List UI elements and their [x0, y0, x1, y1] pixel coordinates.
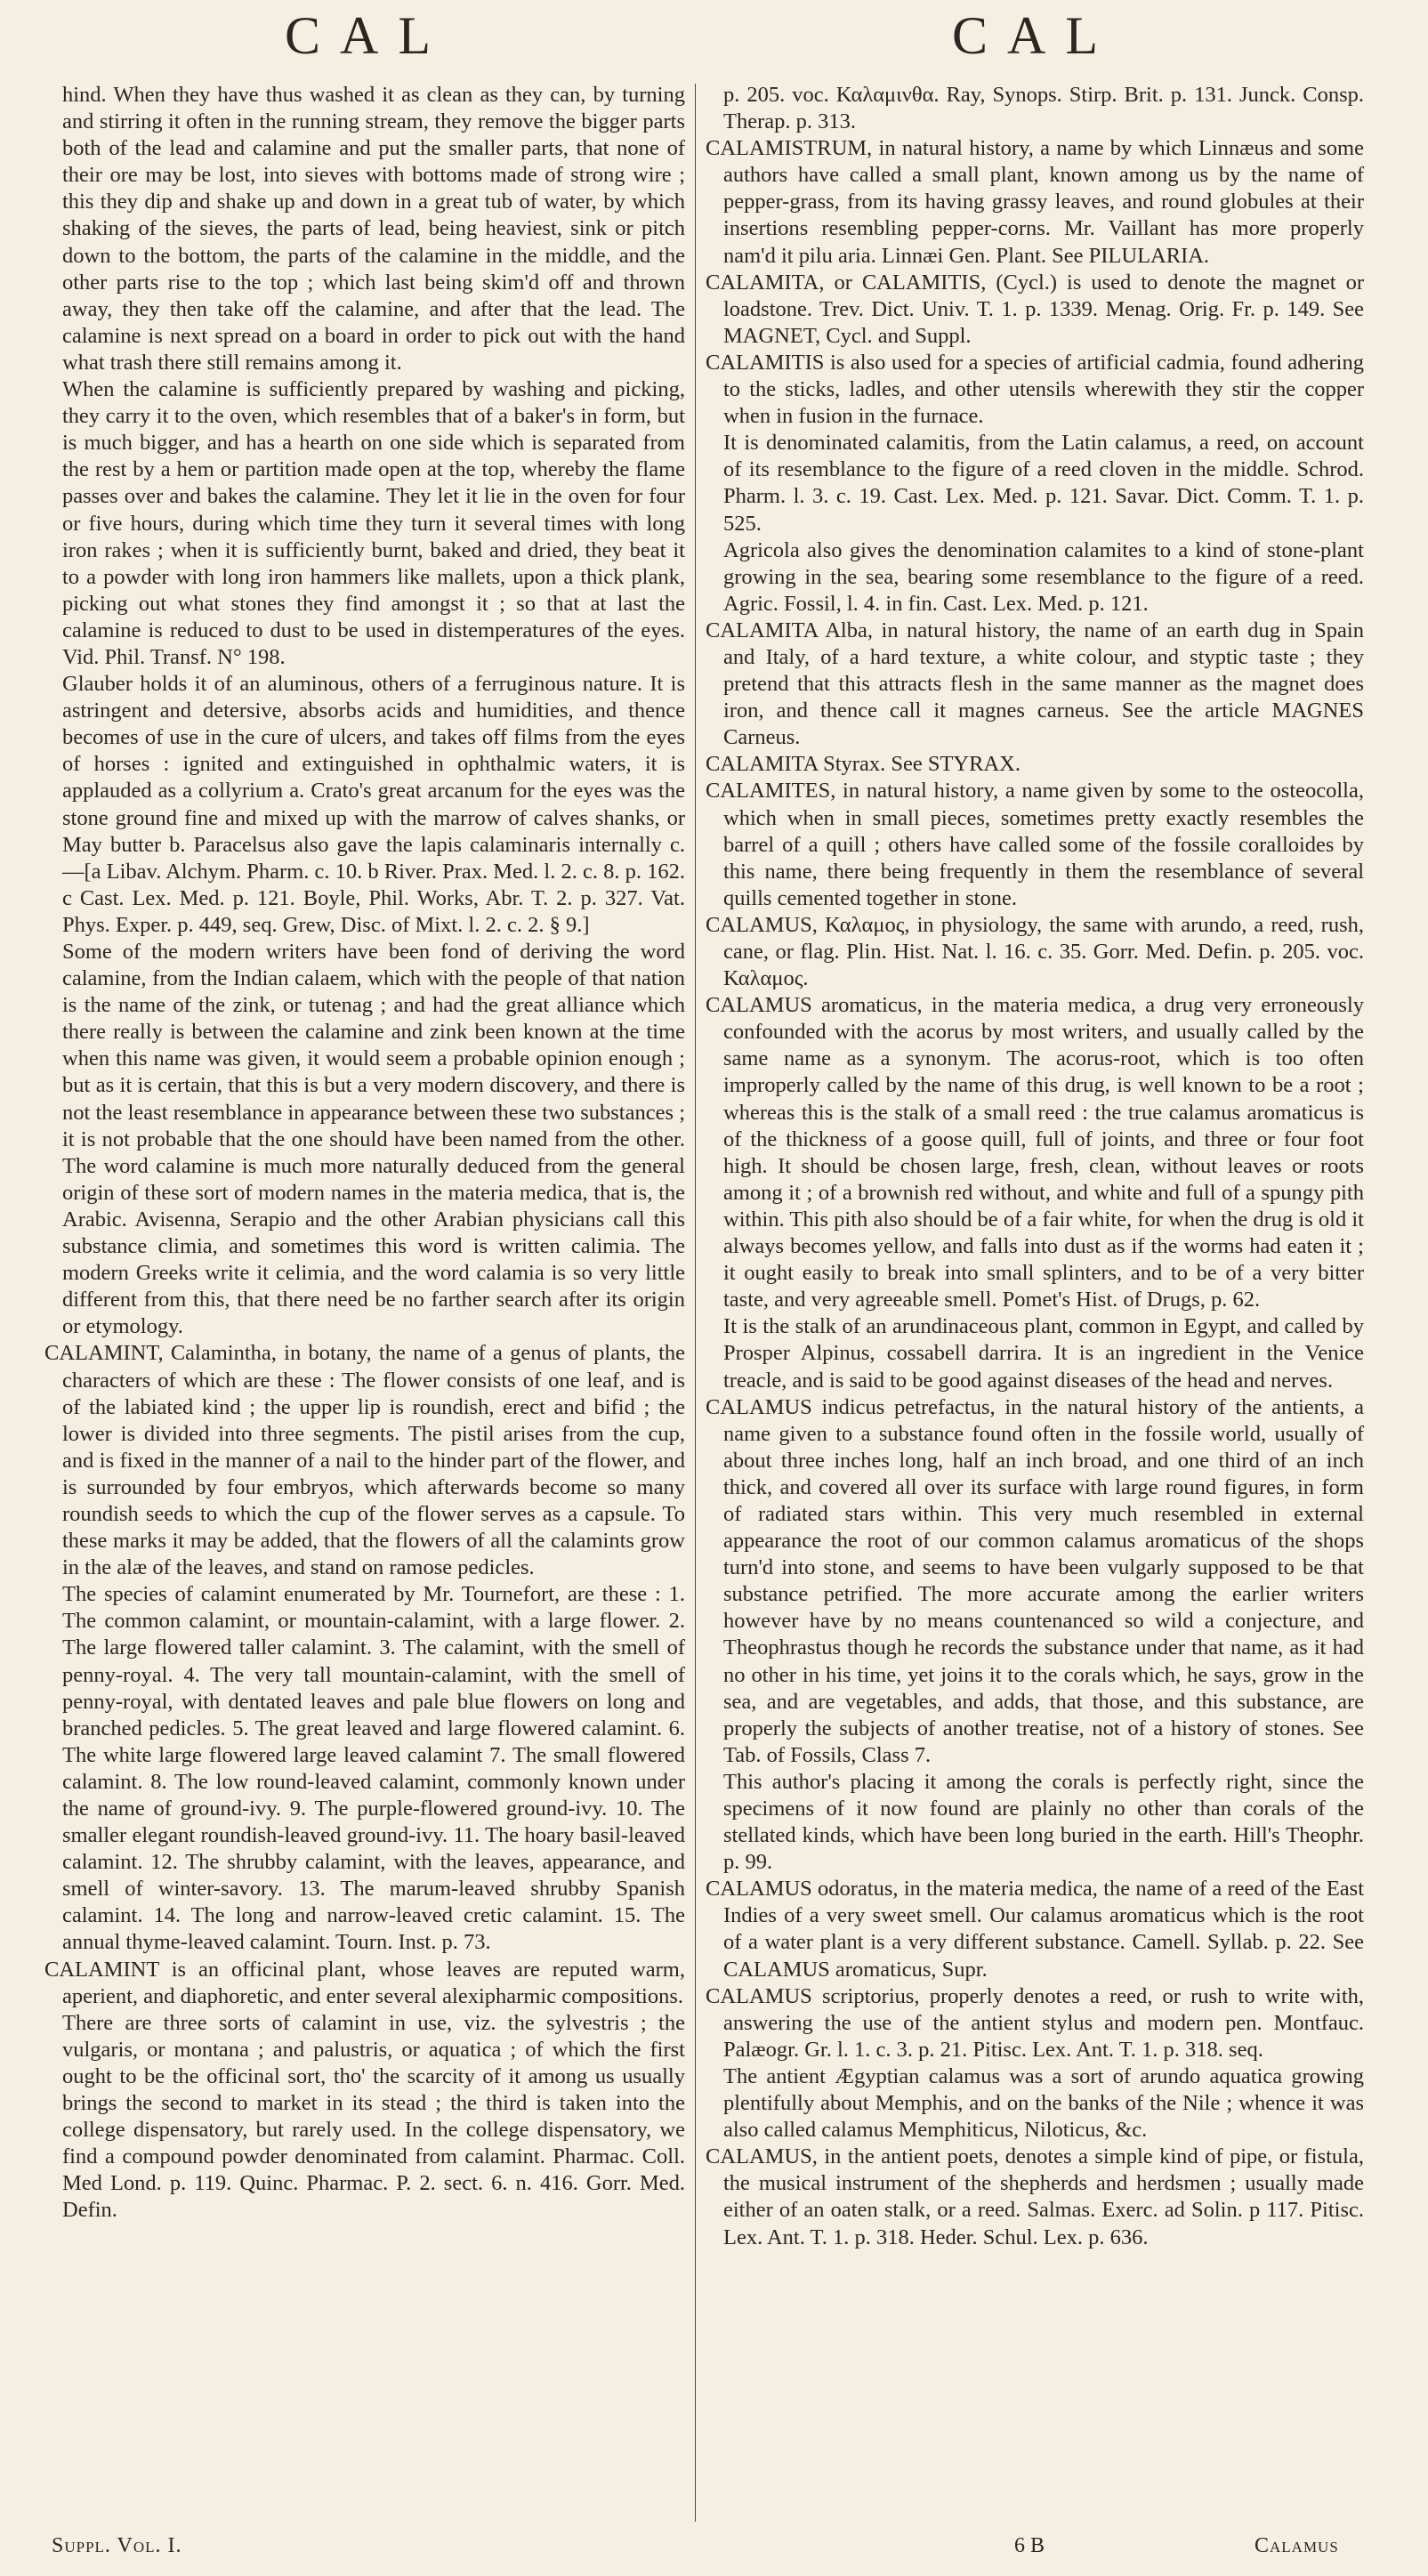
paragraph: This author's placing it among the corals is perfectly right, since the specimens of it now found are plainly no other than corals of the stellated kinds, which have been long buried in the earth. Hill's Theophr. p. 99. [723, 1769, 1364, 1875]
paragraph: Some of the modern writers have been fond of deriving the word calamine, from the Indian calaem, which with the people of that nation is the name of the zink, or tutenag ; and had the great alliance which there really is between the calamine and zink been known at the time when this name was given, it would seem a probable opinion enough ; but as it is certain, that this is but a very modern discovery, and there is not the least resemblance in appearance between these two substances ; it is not probable that the one should have been named from the other. The word calamine is much more naturally deduced from the general origin of these sort of modern names in the materia medica, that is, the Arabic. Avisenna, Serapio and the other Arabian physicians call this substance climia, and sometimes this word is written calimia. The modern Greeks write it celimia, and the word calamia is so very little different from this, that there need be no farther search after its origin or etymology. [62, 940, 685, 1339]
running-head-left: CAL [285, 6, 450, 65]
paragraph: Glauber holds it of an aluminous, others of a ferruginous nature. It is astringent and detersive, absorbs acids and humidities, and thence becomes of use in the cure of ulcers, and takes off films from the eyes of horses : ignited and extinguished in ophthalmic waters, it is applauded as a collyrium a. Crato's great arcanum for the eyes was the stone ground fine and mixed up with the marrow of calves shanks, or May butter b. Paracelsus also gave the lapis calaminaris internally c. —[a Libav. Alchym. Pharm. c. 10. b River. Prax. Med. l. 2. c. 8. p. 162. c Cast. Lex. Med. p. 121. Boyle, Phil. Works, Abr. T. 2. p. 327. Vat. Phys. Exper. p. 449, seq. Grew, Disc. of Mixt. l. 2. c. 2. § 9.] [62, 672, 685, 937]
paragraph: The antient Ægyptian calamus was a sort of arundo aquatica growing plentifully about Memphis, and on the banks of the Nile ; whence it was also called calamus Memphiticus, Niloticus, &c. [723, 2063, 1364, 2143]
entry-calamita: CALAMITA, or CALAMITIS, (Cycl.) is used to denote the magnet or loadstone. Trev. Dict. Univ. T. 1. p. 1339. Menag. Orig. Fr. p. 149. See MAGNET, Cycl. and Suppl. [706, 270, 1364, 348]
paragraph: hind. When they have thus washed it as clean as they can, by turning and stirring it often in the running stream, they remove the bigger parts both of the lead and calamine and put the smaller parts, that none of their ore may be lost, into sieves with bottoms made of strong wire ; this they dip and shake up and down in a great tub of water, by which shaking of the sieves, the parts of lead, being heaviest, sink or pitch down to the bottom, the parts of the calamine in the middle, and the other parts rise to the top ; which last being skim'd off and thrown away, they then take off the calamine, and after that the lead. The calamine is next spread on a board in order to pick out with the hand what trash there still remains among it. [62, 83, 685, 375]
paragraph: It is denominated calamitis, from the Latin calamus, a reed, on account of its resemblance to the figure of a reed cloven in the middle. Schrod. Pharm. l. 3. c. 19. Cast. Lex. Med. p. 121. Savar. Dict. Comm. T. 1. p. 525. [723, 431, 1364, 536]
entry-calamus-scriptorius: CALAMUS scriptorius, properly denotes a reed, or rush to write with, answering the use of the antient stylus and modern pen. Montfauc. Palæogr. Gr. l. 1. c. 3. p. 21. Pitisc. Lex. Ant. T. 1. p. 318. seq. [706, 1983, 1364, 2062]
page-footer [0, 2534, 1428, 2570]
page-header [0, 0, 1428, 65]
paragraph: It is the stalk of an arundinaceous plant, common in Egypt, and called by Prosper Alpinus, cossabell darrira. It is an ingredient in the Venice treacle, and is said to be good against diseases of the head and nerves. [723, 1314, 1364, 1393]
paragraph: The species of calamint enumerated by Mr. Tournefort, are these : 1. The common calamint, or mountain-calamint, with a large flower. 2. The large flowered taller calamint. 3. The calamint, with the smell of penny-royal. 4. The very tall mountain-calamint, with the smell of penny-royal, with dentated leaves and pale blue flowers on long and branched pedicles. 5. The great leaved and large flowered calamint. 6. The white large flowered large leaved calamint 7. The small flowered calamint. 8. The low round-leaved calamint, commonly known under the name of ground-ivy. 9. The purple-flowered ground-ivy. 10. The smaller elegant roundish-leaved ground-ivy. 11. The hoary basil-leaved calamint. 12. The shrubby calamint, with the leaves, appearance, and smell of winter-savory. 13. The marum-leaved shrubby Spanish calamint. 14. The long and narrow-leaved cretic calamint. 15. The annual thyme-leaved calamint. Tourn. Inst. p. 73. [62, 1582, 685, 1955]
entry-calamita-styrax: CALAMITA Styrax. See STYRAX. [706, 752, 1021, 777]
entry-calamus-odoratus: CALAMUS odoratus, in the materia medica, the name of a reed of the East Indies of a very sweet smell. Our calamus aromaticus which is the root of a water plant is a very different substance. Camell. Syllab. p. 22. See CALAMUS aromaticus, Supr. [706, 1877, 1364, 1982]
catchword: Calamus [1255, 2534, 1339, 2557]
paragraph: When the calamine is sufficiently prepared by washing and picking, they carry it to the oven, which resembles that of a baker's in form, but is much bigger, and has a hearth on one side which is separated from the rest by a hem or partition made open at the top, whereby the flame passes over and bakes the calamine. They let it lie in the oven for four or five hours, during which time they turn it several times with long iron rakes ; when it is sufficiently burnt, baked and dried, they beat it to a powder with long iron hammers like mallets, upon a thick plank, picking out what stones they find amongst it ; so that at last the calamine is reduced to dust to be used in distemperatures of the eyes. Vid. Phil. Transf. N° 198. [62, 377, 685, 669]
entry-calamint: CALAMINT, Calamintha, in botany, the name of a genus of plants, the characters of which are these : The flower consists of one leaf, and is of the labiated kind ; the upper lip is roundish, erect and bifid ; the lower is divided into three segments. The pistil arises from the cup, and is fixed in the manner of a nail to the hinder part of the flower, and is surrounded by four embryos, which afterwards become so many roundish seeds to which the cup of the flower serves as a capsule. To these marks it may be added, that the flowers of all the calamints grow in the alæ of the leaves, and stand on ramose pedicles. [44, 1341, 685, 1580]
entry-calamus-poets: CALAMUS, in the antient poets, denotes a simple kind of pipe, or fistula, the musical instrument of the shepherds and herdsmen ; usually made either of an oaten stalk, or a reed. Salmas. Exerc. ad Solin. p 117. Pitisc. Lex. Ant. T. 1. p. 318. Heder. Schul. Lex. p. 636. [706, 2144, 1364, 2249]
entry-calamus: CALAMUS, Καλαμος, in physiology, the same with arundo, a reed, rush, cane, or flag. Plin. Hist. Nat. l. 16. c. 35. Gorr. Med. Defin. p. 205. voc. Καλαμος. [706, 912, 1364, 991]
gathering-mark: 6 B [1014, 2534, 1045, 2557]
entry-calamus-indicus: CALAMUS indicus petrefactus, in the natural history of the antients, a name given to a substance found often in the fossile world, usually of about three inches long, half an inch broad, and one third of an inch thick, and covered all over its surface with large round figures, in form of radiated stars within. This very much resembled in external appearance the root of our common calamus aromaticus of the shops turn'd into stone, and seems to have been vulgarly supposed to be that substance petrified. The more accurate among the earlier writers however have by no means countenanced so wild a conjecture, and Theophrastus though he records the substance under that name, as it had no other in his time, yet joins it to the corals which, he says, grow in the sea, and are vegetables, and adds, that those, and this substance, are properly the subjects of another treatise, not of a history of stones. See Tab. of Fossils, Class 7. [706, 1394, 1364, 1767]
entry-calamistrum: CALAMISTRUM, in natural history, a name by which Linnæus and some authors have called a small plant, known among us by the name of pepper-grass, from its having grassy leaves, and round globules at their insertions resembling pepper-corns. Mr. Vaillant has more properly nam'd it pilu aria. Linnæi Gen. Plant. See PILULARIA. [706, 136, 1364, 268]
paragraph: Agricola also gives the denomination calamites to a kind of stone-plant growing in the sea, bearing some resemblance to the figure of a reed. Agric. Fossil, l. 4. in fin. Cast. Lex. Med. p. 121. [723, 537, 1364, 616]
entry-calamus-aromaticus: CALAMUS aromaticus, in the materia medica, a drug very erroneously confounded with the acorus by most writers, and usually called by the same name as a synonym. The acorus-root, which is too often improperly called by the name of this drug, is well known to be a root ; whereas this is the stalk of a small reed : the true calamus aromaticus is of the thickness of a goose quill, full of joints, and three or four foot high. It should be chosen large, fresh, clean, without leaves or roots among it ; of a brownish red without, and white and full of a spungy pith within. This pith also should be of a fair white, for when the drug is old it always becomes yellow, and falls into dust as if the worms had eaten it ; it ought easily to break into small splinters, and to be of a very bitter taste, and very agreeable smell. Pomet's Hist. of Drugs, p. 62. [706, 993, 1364, 1312]
column-divider [695, 84, 696, 2522]
running-head-right: CAL [952, 6, 1117, 65]
entry-calamites: CALAMITES, in natural history, a name given by some to the osteocolla, which when in small pieces, sometimes pretty exactly resembles the barrel of a quill ; others have called some of the fossile coralloides by this name, there being frequently in them the resemblance of several quills cemented together in stone. [706, 779, 1364, 910]
entry-calamitis: CALAMITIS is also used for a species of artificial cadmia, found adhering to the sticks, ladles, and other utensils wherewith they stir the copper when in fusion in the furnace. [706, 350, 1364, 429]
entry-calamint-officinal: CALAMINT is an officinal plant, whose leaves are reputed warm, aperient, and diaphoretic, and enter several alexipharmic compositions. [44, 1957, 685, 2008]
right-column [706, 82, 1364, 2251]
entry-calamita-alba: CALAMITA Alba, in natural history, the name of an earth dug in Spain and Italy, of a hard texture, a white colour, and styptic taste ; they pretend that this attracts flesh in the same manner as the magnet does iron, and thence call it magnes carneus. See the article MAGNES Carneus. [706, 618, 1364, 750]
paragraph: p. 205. voc. Καλαμινθα. Ray, Synops. Stirp. Brit. p. 131. Junck. Consp. Therap. p. 313. [723, 83, 1364, 134]
left-column [44, 82, 685, 2225]
paragraph: There are three sorts of calamint in use, viz. the sylvestris ; the vulgaris, or montana ; and palustris, or aquatica ; of which the first ought to be the officinal sort, tho' the scarcity of it among us usually brings the second to market in its stead ; the third is taken into the college dispensatory, but rarely used. In the college dispensatory, we find a compound powder denominated from calamint. Pharmac. Coll. Med Lond. p. 119. Quinc. Pharmac. P. 2. sect. 6. n. 416. Gorr. Med. Defin. [62, 2010, 685, 2223]
volume-signature: Suppl. Vol. I. [52, 2534, 182, 2557]
